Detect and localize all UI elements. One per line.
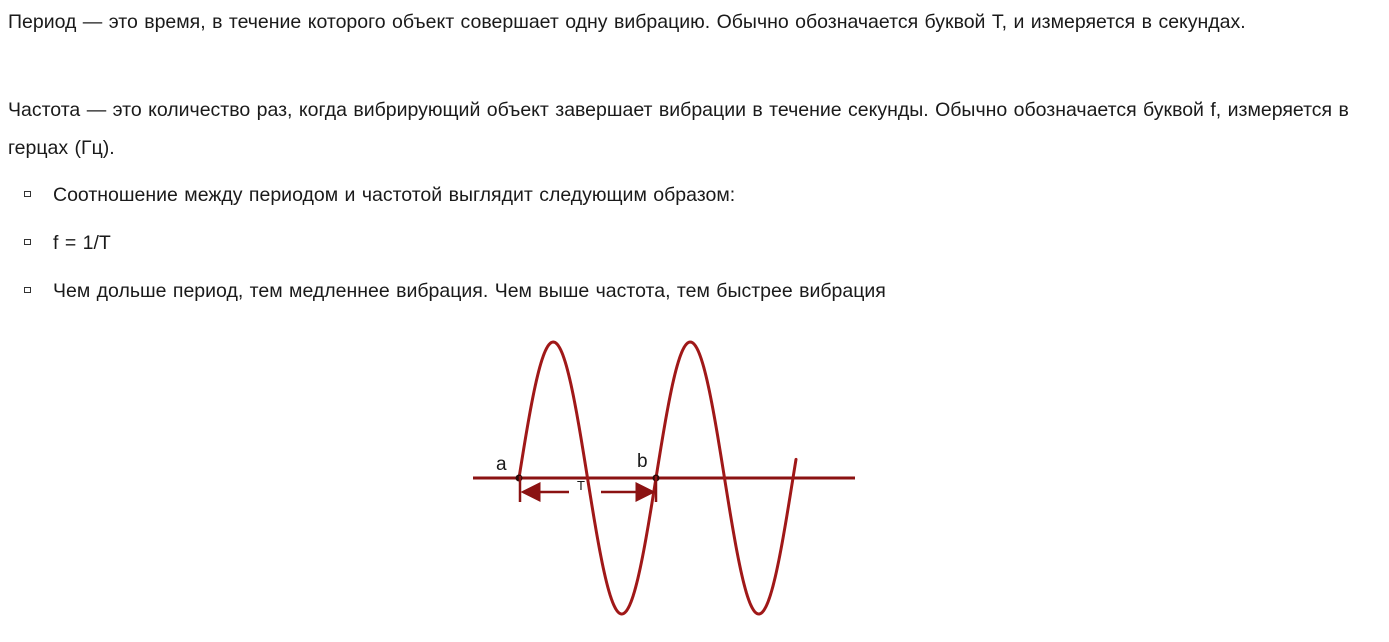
bullet-item-relation [0,173,1389,221]
frequency-definition-paragraph: Частота — это количество раз, когда вибрирующий объект завершает вибрации в течение секунды. Обычно обозначается буквой f, измеряется в герцах (Гц). [8,99,1349,159]
square-bullet-icon [24,239,31,245]
formula-text: f = 1/T [53,232,111,254]
label-b: b [637,451,648,472]
square-bullet-icon [24,191,31,197]
bullet-item-comparison [0,269,1389,317]
bullet-text: Чем дольше период, тем медленнее вибрация. Чем выше частота, тем быстрее вибрация [53,280,886,302]
bullet-text: Соотношение между периодом и частотой выглядит следующим образом: [53,184,736,206]
square-bullet-icon [24,287,31,293]
bullet-list [0,173,1389,317]
period-wave-diagram [465,330,865,635]
bullet-item-formula [0,221,1389,269]
label-period: T [577,478,585,493]
period-definition-paragraph: Период — это время, в течение которого объект совершает одну вибрацию. Обычно обозначается буквой T, и измеряется в секундах. [8,11,1246,33]
label-a: a [496,454,507,475]
